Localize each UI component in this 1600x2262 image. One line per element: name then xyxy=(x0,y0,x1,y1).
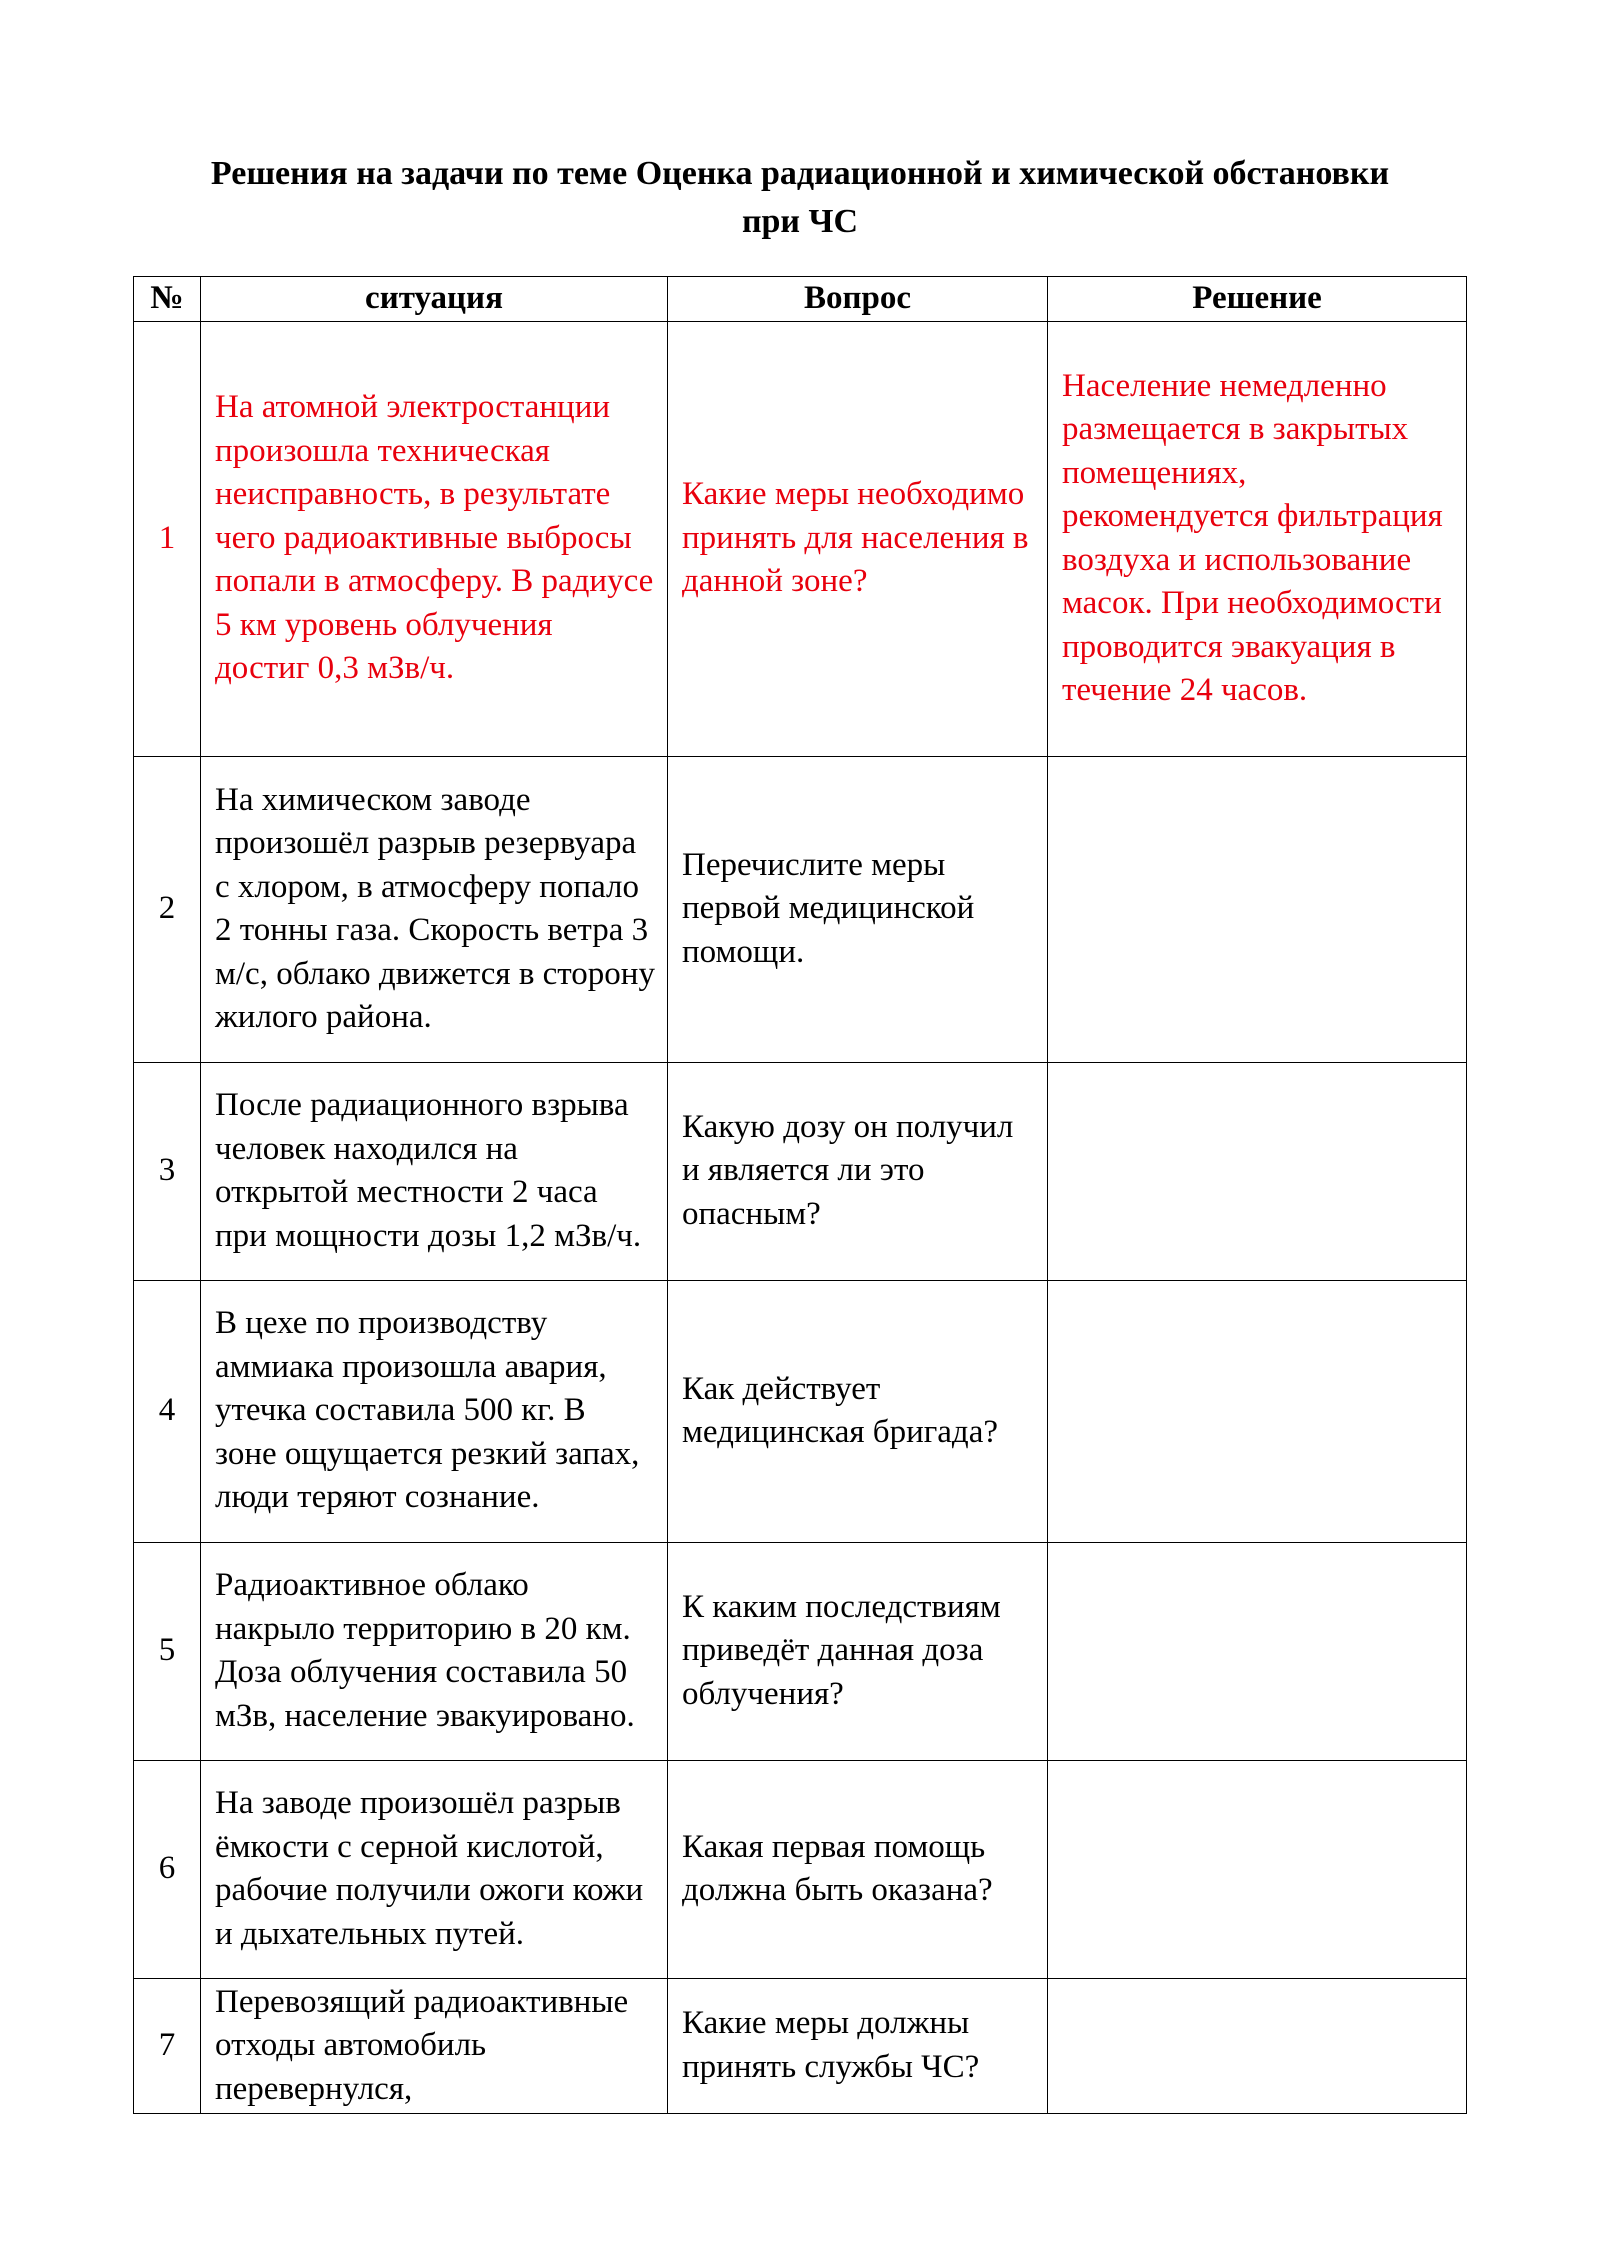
title-line-2: при ЧС xyxy=(741,203,859,240)
question-cell: Какую дозу он получил и является ли это опасным? xyxy=(668,1062,1048,1280)
question-cell: Какие меры должны принять службы ЧС? xyxy=(668,1978,1048,2114)
solution-cell xyxy=(1048,1542,1467,1760)
question-cell: Какие меры необходимо принять для населения в данной зоне? xyxy=(668,321,1048,756)
row-number: 7 xyxy=(134,1978,201,2114)
document-title xyxy=(130,150,1470,246)
situation-cell: Перевозящий радиоактивные отходы автомобиль перевернулся, xyxy=(201,1978,668,2114)
solution-cell xyxy=(1048,1760,1467,1978)
situation-cell: На химическом заводе произошёл разрыв резервуара с хлором, в атмосферу попало 2 тонны газа. Скорость ветра 3 м/с, облако движется в сторону жилого района. xyxy=(201,756,668,1062)
table-row xyxy=(134,1760,1467,1978)
header-question: Вопрос xyxy=(668,277,1048,322)
solution-cell xyxy=(1048,756,1467,1062)
solution-cell xyxy=(1048,1978,1467,2114)
table-row xyxy=(134,1542,1467,1760)
row-number: 6 xyxy=(134,1760,201,1978)
situation-cell: В цехе по производству аммиака произошла авария, утечка составила 500 кг. В зоне ощущается резкий запах, люди теряют сознание. xyxy=(201,1280,668,1542)
situation-cell: После радиационного взрыва человек находился на открытой местности 2 часа при мощности дозы 1,2 мЗв/ч. xyxy=(201,1062,668,1280)
solution-cell xyxy=(1048,1280,1467,1542)
question-cell: К каким последствиям приведёт данная доза облучения? xyxy=(668,1542,1048,1760)
header-num: № xyxy=(134,277,201,322)
row-number: 2 xyxy=(134,756,201,1062)
question-cell: Как действует медицинская бригада? xyxy=(668,1280,1048,1542)
tasks-table xyxy=(133,276,1467,2114)
table-row xyxy=(134,1280,1467,1542)
situation-cell: Радиоактивное облако накрыло территорию в 20 км. Доза облучения составила 50 мЗв, население эвакуировано. xyxy=(201,1542,668,1760)
table-header-row xyxy=(134,277,1467,322)
row-number: 1 xyxy=(134,321,201,756)
situation-cell: На заводе произошёл разрыв ёмкости с серной кислотой, рабочие получили ожоги кожи и дыхательных путей. xyxy=(201,1760,668,1978)
table-row xyxy=(134,321,1467,756)
row-number: 3 xyxy=(134,1062,201,1280)
title-line-1: Решения на задачи по теме Оценка радиационной и химической обстановки xyxy=(210,155,1390,192)
header-solution: Решение xyxy=(1048,277,1467,322)
situation-cell: На атомной электростанции произошла техническая неисправность, в результате чего радиоактивные выбросы попали в атмосферу. В радиусе 5 км уровень облучения достиг 0,3 мЗв/ч. xyxy=(201,321,668,756)
solution-cell xyxy=(1048,1062,1467,1280)
header-situation: ситуация xyxy=(201,277,668,322)
question-cell: Перечислите меры первой медицинской помощи. xyxy=(668,756,1048,1062)
question-cell: Какая первая помощь должна быть оказана? xyxy=(668,1760,1048,1978)
table-row xyxy=(134,756,1467,1062)
table-row xyxy=(134,1978,1467,2114)
row-number: 5 xyxy=(134,1542,201,1760)
row-number: 4 xyxy=(134,1280,201,1542)
solution-cell: Население немедленно размещается в закрытых помещениях, рекомендуется фильтрация воздуха и использование масок. При необходимости проводится эвакуация в течение 24 часов. xyxy=(1048,321,1467,756)
table-row xyxy=(134,1062,1467,1280)
